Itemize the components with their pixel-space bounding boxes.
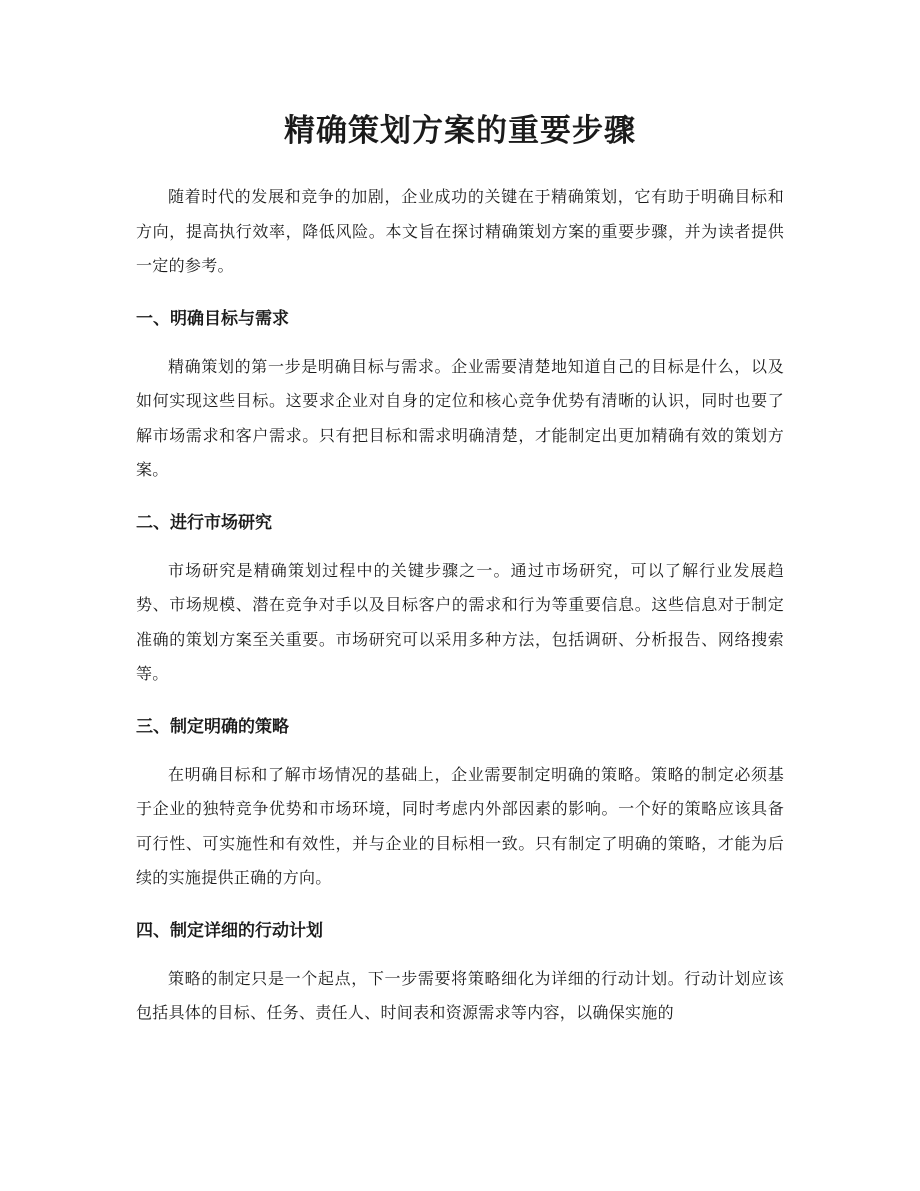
section-heading-2: 二、进行市场研究	[136, 512, 272, 533]
section-body-4: 策略的制定只是一个起点，下一步需要将策略细化为详细的行动计划。行动计划应该包括具体的目标、任务、责任人、时间表和资源需求等内容，以确保实施的	[136, 968, 784, 1022]
section-body-1: 精确策划的第一步是明确目标与需求。企业需要清楚地知道自己的目标是什么，以及如何实现这些目标。这要求企业对自身的定位和核心竞争优势有清晰的认识，同时也要了解市场需求和客户需求。只有把目标和需求明确清楚，才能制定出更加精确有效的策划方案。	[136, 356, 784, 479]
section-body-2: 市场研究是精确策划过程中的关键步骤之一。通过市场研究，可以了解行业发展趋势、市场规模、潜在竞争对手以及目标客户的需求和行为等重要信息。这些信息对于制定准确的策划方案至关重要。市场研究可以采用多种方法，包括调研、分析报告、网络搜索等。	[136, 560, 784, 683]
section-body-3: 在明确目标和了解市场情况的基础上，企业需要制定明确的策略。策略的制定必须基于企业的独特竞争优势和市场环境，同时考虑内外部因素的影响。一个好的策略应该具备可行性、可实施性和有效性，并与企业的目标相一致。只有制定了明确的策略，才能为后续的实施提供正确的方向。	[136, 764, 784, 887]
document-title: 精确策划方案的重要步骤	[284, 113, 636, 149]
section-heading-1: 一、明确目标与需求	[136, 308, 289, 329]
document-body	[136, 180, 784, 1049]
section-heading-4: 四、制定详细的行动计划	[136, 920, 323, 941]
intro-paragraph: 随着时代的发展和竞争的加剧，企业成功的关键在于精确策划，它有助于明确目标和方向，提高执行效率，降低风险。本文旨在探讨精确策划方案的重要步骤，并为读者提供一定的参考。	[136, 187, 784, 275]
section-heading-3: 三、制定明确的策略	[136, 716, 289, 737]
